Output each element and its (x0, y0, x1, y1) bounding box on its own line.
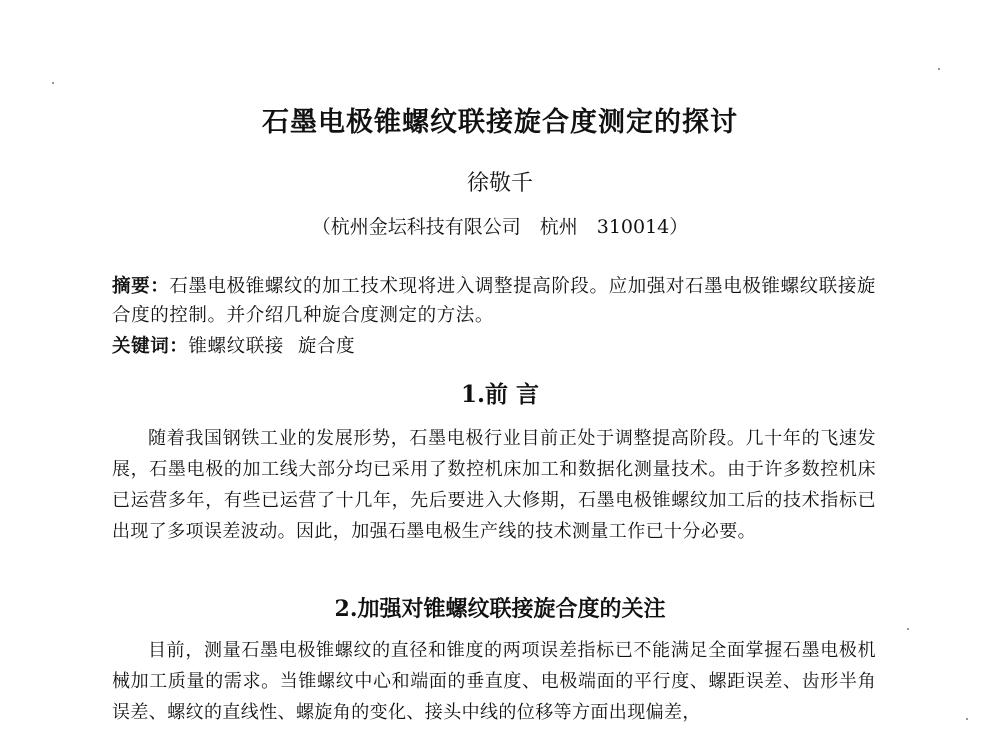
abstract-text: 石墨电极锥螺纹的加工技术现将进入调整提高阶段。应加强对石墨电极锥螺纹联接旋合度的控制。并介绍几种旋合度测定的方法。 (112, 276, 877, 326)
author-name: 徐敬千 (466, 171, 533, 196)
author-affiliation: （杭州金坛科技有限公司 杭州 310014） (311, 216, 689, 238)
scan-speck (907, 628, 909, 630)
keyword-item: 旋合度 (297, 336, 356, 357)
keywords-label: 关键词： (112, 336, 189, 357)
scan-speck (966, 718, 968, 720)
scan-speck (938, 68, 940, 70)
scan-speck (52, 82, 54, 84)
section-paragraph-attention: 目前，测量石墨电极锥螺纹的直径和锥度的两项误差指标已不能满足全面掌握石墨电极机械加工质量的需求。当锥螺纹中心和端面的垂直度、电极端面的平行度、螺距误差、齿形半角误差、螺纹的直线性、螺旋角的变化、接头中线的位移等方面出现偏差， (112, 640, 876, 723)
abstract-block (112, 272, 882, 330)
section-paragraph-introduction: 随着我国钢铁工业的发展形势，石墨电极行业目前正处于调整提高阶段。几十年的飞速发展，石墨电极的加工线大部分均已采用了数控机床加工和数据化测量技术。由于许多数控机床已运营多年，有些已运营了十几年，先后要进入大修期，石墨电极锥螺纹加工后的技术指标已出现了多项误差波动。因此，加强石墨电极生产线的技术测量工作已十分必要。 (112, 428, 876, 542)
section-heading-attention: 2.加强对锥螺纹联接旋合度的关注 (334, 596, 666, 622)
keyword-item: 锥螺纹联接 (188, 336, 284, 357)
keywords-block (112, 332, 882, 361)
section-heading-introduction: 1.前 言 (460, 381, 540, 408)
abstract-label: 摘要： (112, 276, 170, 297)
paper-title: 石墨电极锥螺纹联接旋合度测定的探讨 (262, 107, 738, 138)
